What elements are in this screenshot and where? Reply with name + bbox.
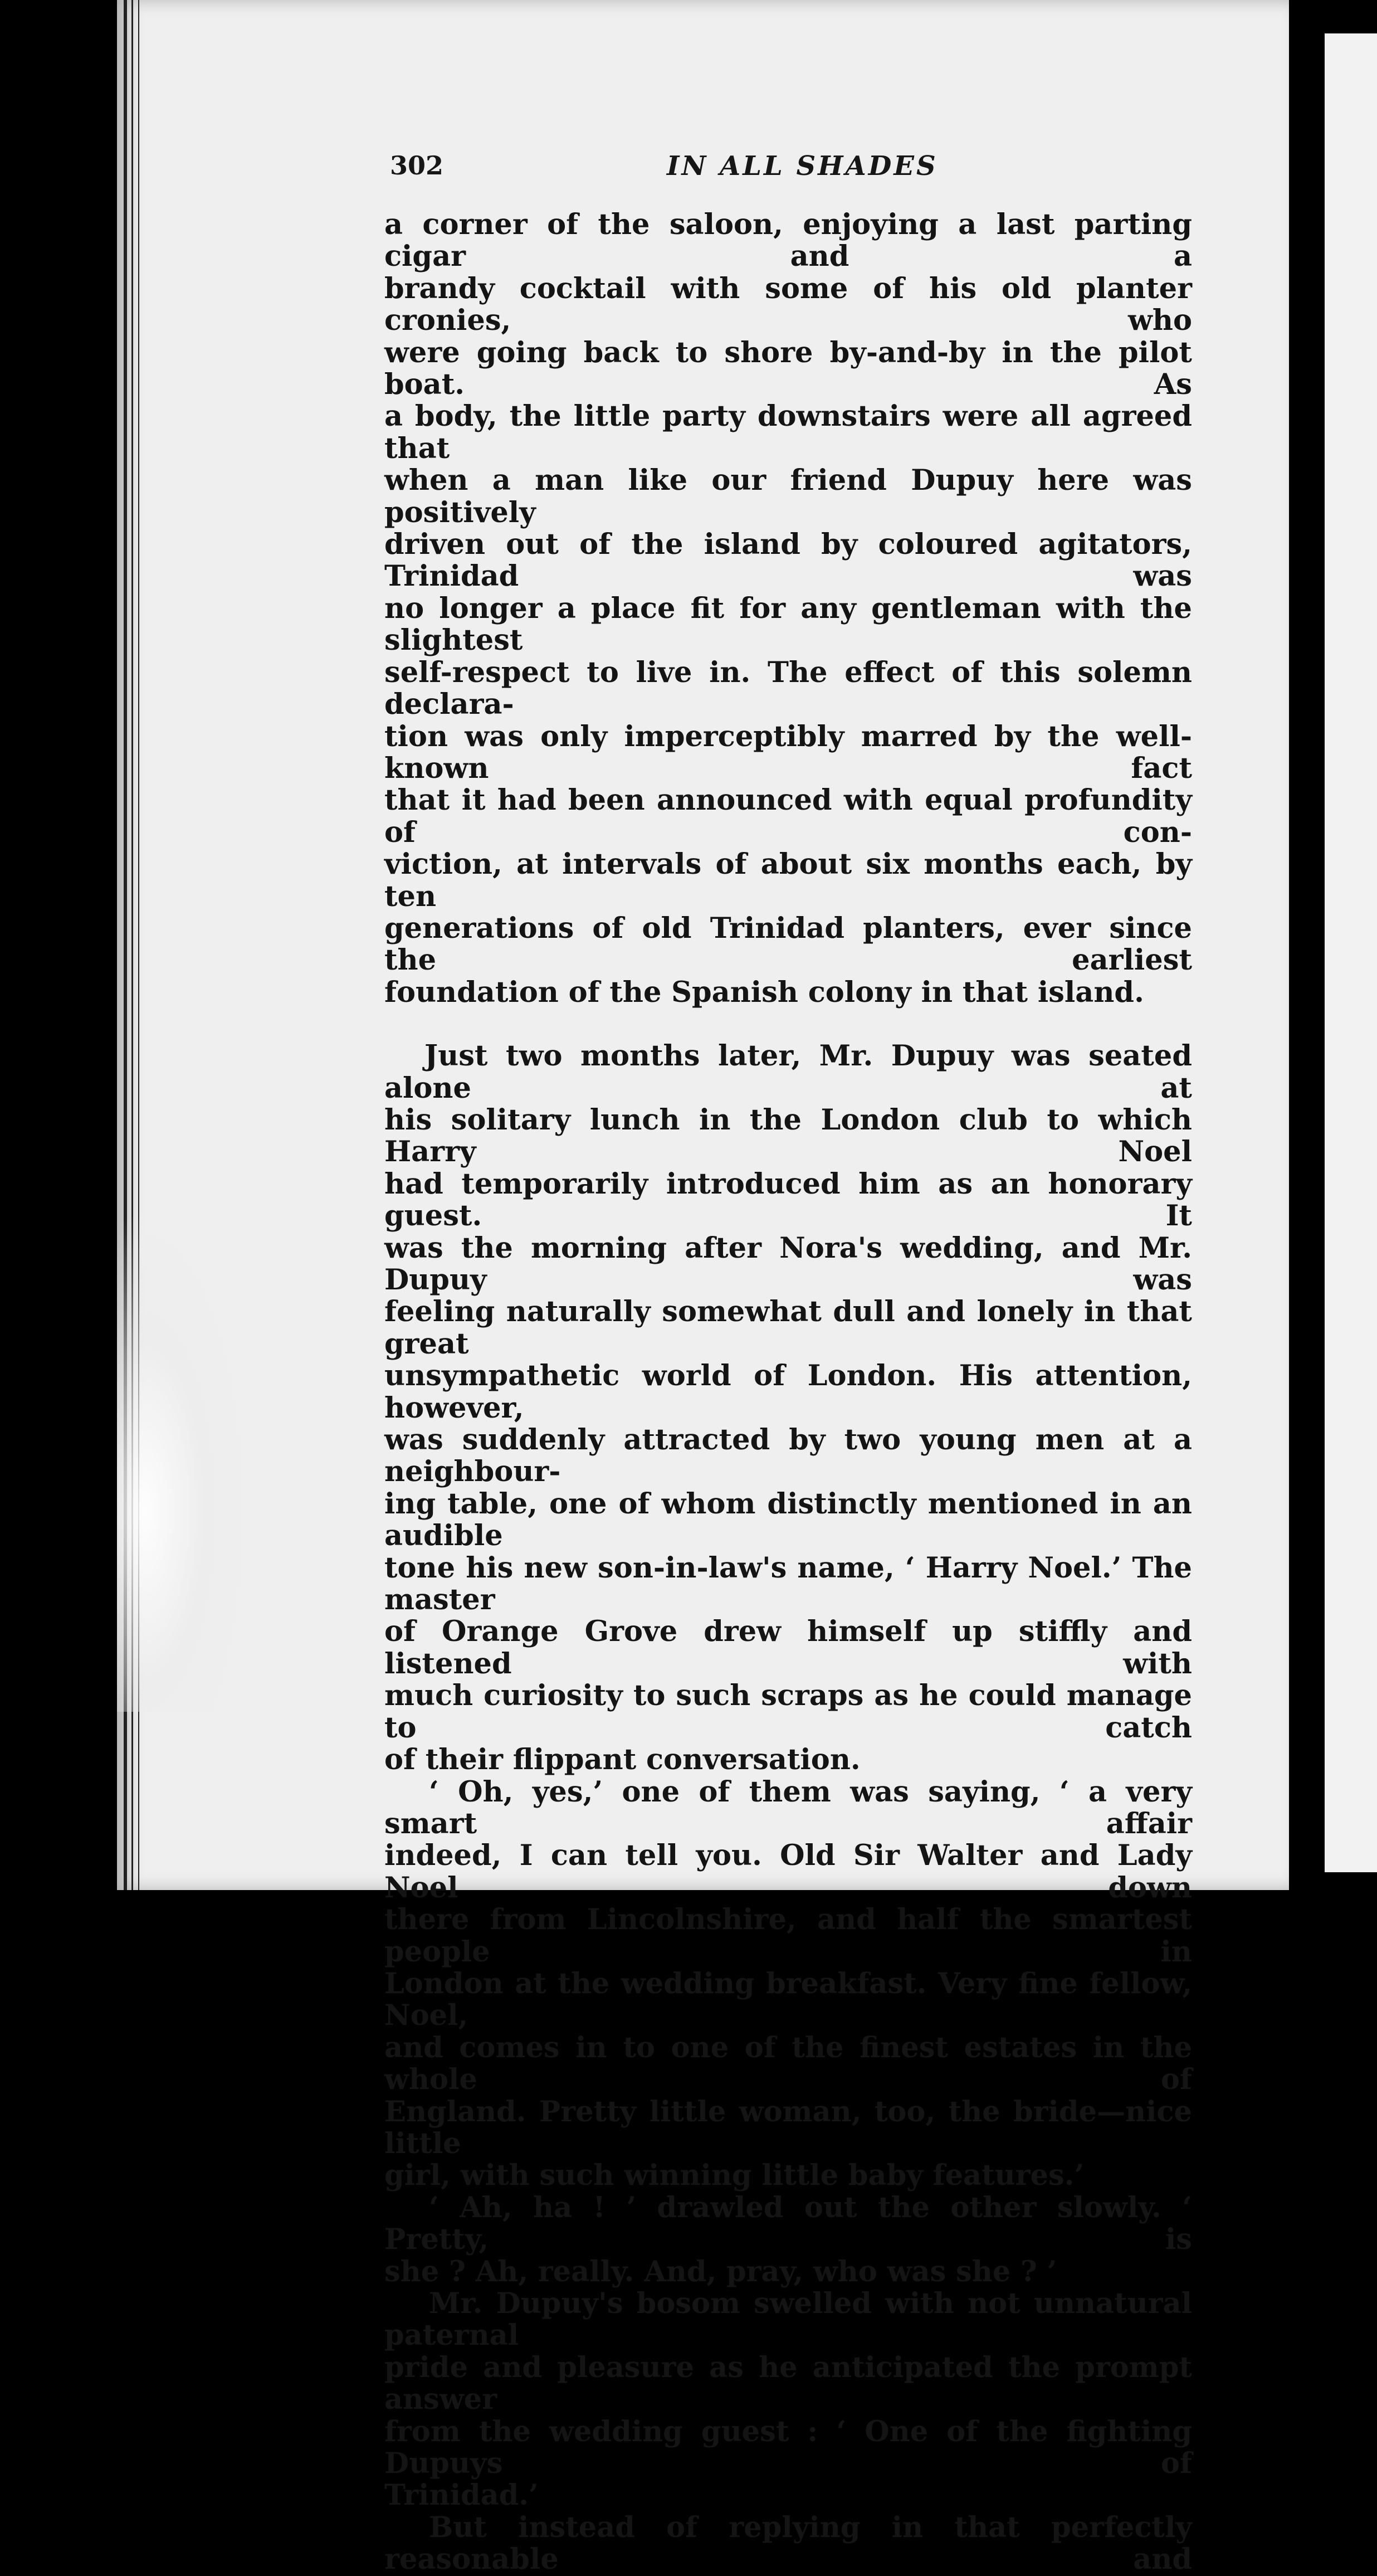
text-line: there from Lincolnshire, and half the smartest people in bbox=[384, 1903, 1192, 1969]
text-line: driven out of the island by coloured agitators, Trinidad was bbox=[384, 528, 1192, 593]
text-line: self-respect to live in. The effect of this solemn declara- bbox=[384, 655, 1192, 722]
text-line: ‘ Ah, ha ! ’ drawled out the other slowly. ‘ Pretty, is bbox=[384, 2190, 1192, 2257]
text-line: feeling naturally somewhat dull and lonely in that great bbox=[384, 1295, 1192, 1361]
text-line: was the morning after Nora's wedding, and Mr. Dupuy was bbox=[384, 1231, 1192, 1297]
running-head: IN ALL SHADES bbox=[667, 150, 938, 182]
paragraph bbox=[384, 2192, 1192, 2288]
text-line: London at the wedding breakfast. Very fine fellow, Noel, bbox=[384, 1966, 1192, 2033]
text-line: ing table, one of whom distinctly mentioned in an audible bbox=[384, 1487, 1192, 1553]
text-line: a body, the little party downstairs were all agreed that bbox=[384, 400, 1192, 465]
text-line: generations of old Trinidad planters, ever since the earliest bbox=[384, 911, 1192, 977]
text-line: ‘ Oh, yes,’ one of them was saying, ‘ a very smart affair bbox=[384, 1775, 1192, 1840]
page-header bbox=[390, 150, 1186, 195]
paragraph bbox=[384, 1040, 1192, 1776]
text-line: of Orange Grove drew himself up stiffly and listened with bbox=[384, 1615, 1192, 1681]
text-line: she ? Ah, really. And, pray, who was she ? ’ bbox=[384, 2254, 1057, 2288]
page-stain bbox=[117, 1210, 251, 1712]
adjacent-page-edge bbox=[1325, 33, 1377, 1872]
page-number: 302 bbox=[390, 150, 444, 181]
text-line: pride and pleasure as he anticipated the prompt answer bbox=[384, 2350, 1192, 2417]
paragraph bbox=[384, 1776, 1192, 2192]
text-line: England. Pretty little woman, too, the bride—nice little bbox=[384, 2095, 1192, 2160]
text-line: of their flippant conversation. bbox=[384, 1743, 861, 1777]
text-line: brandy cocktail with some of his old planter cronies, who bbox=[384, 271, 1192, 338]
paragraph-gap bbox=[384, 1009, 1192, 1040]
body-text bbox=[384, 209, 1192, 2576]
text-line: his solitary lunch in the London club to which Harry Noel bbox=[384, 1103, 1192, 1169]
text-line: was suddenly attracted by two young men at a neighbour- bbox=[384, 1423, 1192, 1489]
paragraph bbox=[384, 2512, 1192, 2576]
text-line: viction, at intervals of about six months each, by ten bbox=[384, 848, 1192, 913]
text-line: and comes in to one of the finest estates in the whole of bbox=[384, 2030, 1192, 2097]
text-line: foundation of the Spanish colony in that island. bbox=[384, 975, 1144, 1009]
paragraph bbox=[384, 209, 1192, 1009]
text-line: when a man like our friend Dupuy here was positively bbox=[384, 464, 1192, 529]
text-line: that it had been announced with equal profundity of con- bbox=[384, 783, 1192, 849]
text-line: tone his new son-in-law's name, ‘ Harry Noel.’ The master bbox=[384, 1551, 1192, 1617]
text-line: much curiosity to such scraps as he could manage to catch bbox=[384, 1679, 1192, 1745]
text-line: But instead of replying in that perfectly reasonable and bbox=[384, 2510, 1192, 2576]
text-line: from the wedding guest : ‘ One of the fighting Dupuys of bbox=[384, 2414, 1192, 2481]
text-line: a corner of the saloon, enjoying a last parting cigar and a bbox=[384, 208, 1192, 274]
text-line: were going back to shore by-and-by in the pilot boat. As bbox=[384, 335, 1192, 402]
scan-left-margin bbox=[0, 0, 117, 1890]
text-line: unsympathetic world of London. His attention, however, bbox=[384, 1359, 1192, 1425]
text-line: tion was only imperceptibly marred by the well-known fact bbox=[384, 719, 1192, 785]
text-line: girl, with such winning little baby features.’ bbox=[384, 2159, 1085, 2193]
paragraph bbox=[384, 2288, 1192, 2512]
text-line: Mr. Dupuy's bosom swelled with not unnatural paternal bbox=[384, 2287, 1192, 2353]
text-line: indeed, I can tell you. Old Sir Walter and Lady Noel down bbox=[384, 1839, 1192, 1905]
text-line: Just two months later, Mr. Dupuy was seated alone at bbox=[384, 1039, 1192, 1105]
text-line: no longer a place fit for any gentleman with the slightest bbox=[384, 591, 1192, 658]
text-line: had temporarily introduced him as an honorary guest. It bbox=[384, 1167, 1192, 1233]
text-line: Trinidad.’ bbox=[384, 2478, 539, 2512]
